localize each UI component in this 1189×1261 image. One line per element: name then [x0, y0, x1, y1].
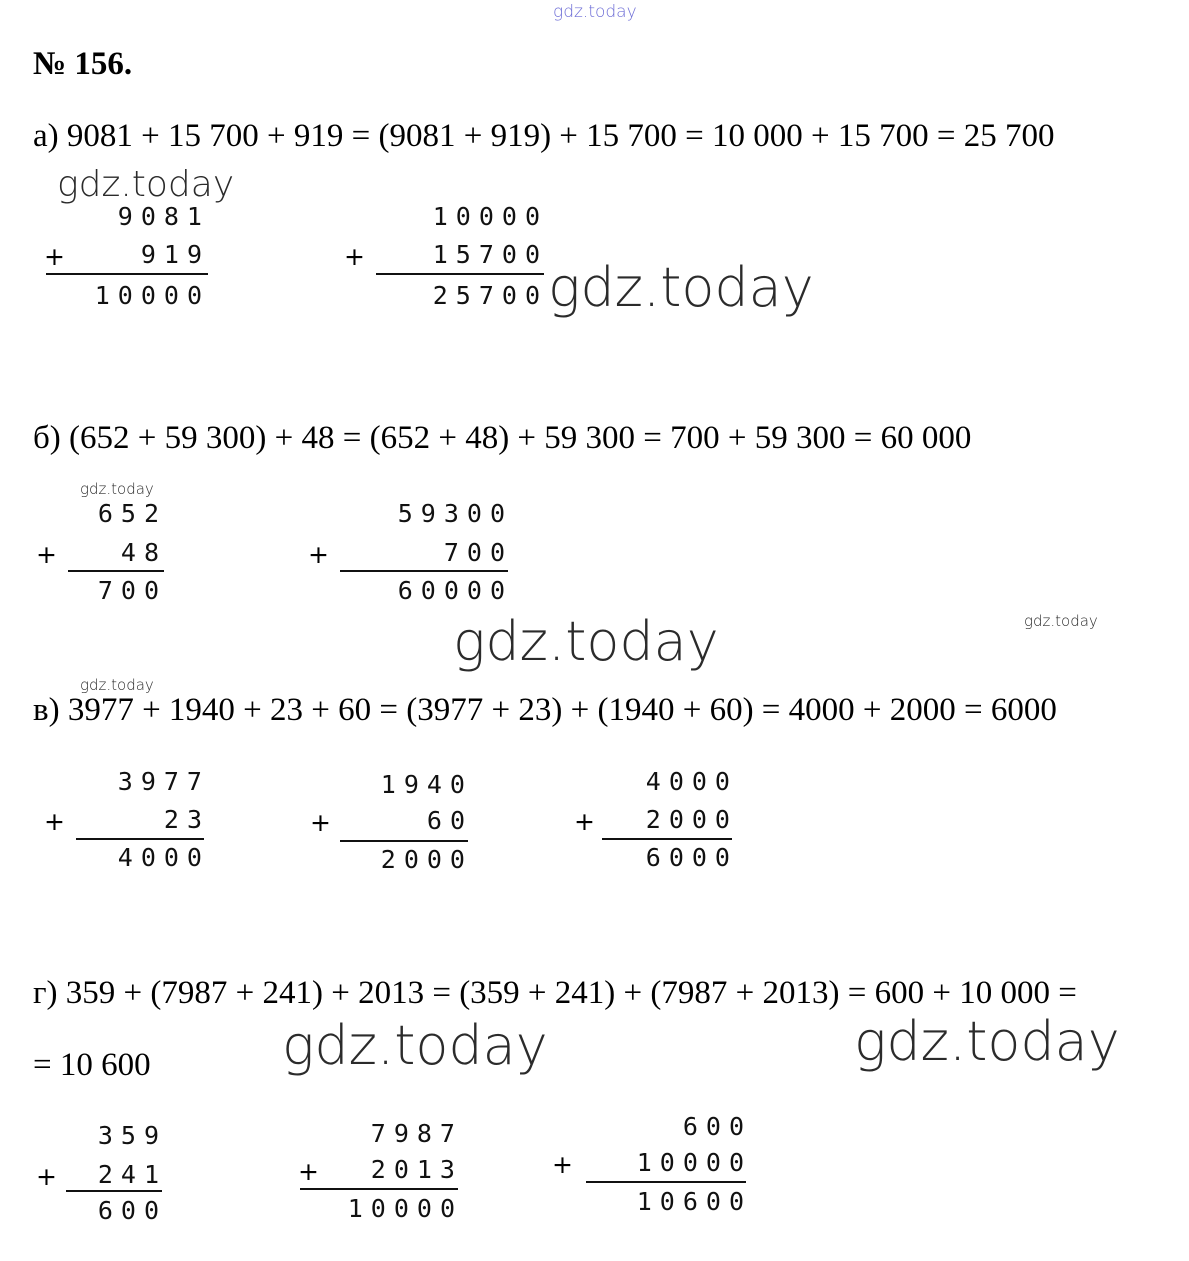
addend-bottom: 48: [120, 538, 167, 567]
equation-b: б) (652 + 59 300) + 48 = (652 + 48) + 59 300 = 700 + 59 300 = 60 000: [33, 420, 972, 456]
addend-bottom: 241: [97, 1160, 167, 1189]
equation-d-line1: г) 359 + (7987 + 241) + 2013 = (359 + 241) + (7987 + 2013) = 600 + 10 000 =: [33, 975, 1077, 1011]
addend-top: 359: [97, 1121, 167, 1150]
watermark: gdz.today: [80, 676, 154, 694]
addend-top: 4000: [645, 767, 738, 796]
addend-bottom: 23: [163, 805, 210, 834]
addend-top: 600: [682, 1112, 752, 1141]
addend-top: 59300: [397, 499, 513, 528]
sum-result: 6000: [645, 843, 738, 872]
watermark: gdz.today: [854, 1010, 1120, 1073]
plus-sign: +: [36, 540, 57, 569]
addend-bottom: 2013: [370, 1155, 463, 1184]
sum-result: 4000: [117, 843, 210, 872]
addend-top: 9081: [117, 202, 210, 231]
addend-bottom: 919: [140, 240, 210, 269]
sum-line: [586, 1181, 746, 1183]
sum-line: [376, 273, 544, 275]
sum-line: [340, 570, 508, 572]
addend-bottom: 700: [443, 538, 513, 567]
addend-top: 10000: [432, 202, 548, 231]
sum-line: [68, 570, 164, 572]
plus-sign: +: [308, 540, 329, 569]
addend-bottom: 15700: [432, 240, 548, 269]
sum-result: 10000: [94, 281, 210, 310]
sum-result: 600: [97, 1196, 167, 1225]
sum-line: [66, 1190, 162, 1192]
sum-line: [300, 1188, 458, 1190]
addend-bottom: 2000: [645, 805, 738, 834]
equation-d-line2: = 10 600: [33, 1047, 151, 1083]
addend-top: 7987: [370, 1119, 463, 1148]
sum-line: [340, 840, 468, 842]
plus-sign: +: [44, 807, 65, 836]
equation-c: в) 3977 + 1940 + 23 + 60 = (3977 + 23) + (1940 + 60) = 4000 + 2000 = 6000: [33, 692, 1057, 728]
problem-title: № 156.: [33, 46, 133, 82]
plus-sign: +: [310, 808, 331, 837]
addend-bottom: 60: [426, 806, 473, 835]
sum-result: 60000: [397, 576, 513, 605]
sum-result: 10000: [347, 1194, 463, 1223]
watermark: gdz.today: [453, 610, 719, 673]
addend-top: 3977: [117, 767, 210, 796]
watermark-top: gdz.today: [553, 2, 637, 22]
equation-a: а) 9081 + 15 700 + 919 = (9081 + 919) + 15 700 = 10 000 + 15 700 = 25 700: [33, 118, 1055, 154]
sum-result: 2000: [380, 845, 473, 874]
addend-top: 652: [97, 499, 167, 528]
plus-sign: +: [36, 1162, 57, 1191]
plus-sign: +: [574, 807, 595, 836]
sum-result: 700: [97, 576, 167, 605]
plus-sign: +: [552, 1150, 573, 1179]
watermark: gdz.today: [1024, 612, 1098, 630]
sum-line: [76, 838, 204, 840]
sum-line: [46, 273, 208, 275]
watermark: gdz.today: [282, 1014, 548, 1077]
sum-result: 10600: [636, 1187, 752, 1216]
addend-bottom: 10000: [636, 1148, 752, 1177]
plus-sign: +: [44, 242, 65, 271]
plus-sign: +: [344, 242, 365, 271]
addend-top: 1940: [380, 770, 473, 799]
watermark: gdz.today: [548, 256, 814, 319]
watermark: gdz.today: [80, 480, 154, 498]
watermark: gdz.today: [57, 164, 235, 205]
sum-line: [602, 838, 732, 840]
sum-result: 25700: [432, 281, 548, 310]
plus-sign: +: [298, 1157, 319, 1186]
